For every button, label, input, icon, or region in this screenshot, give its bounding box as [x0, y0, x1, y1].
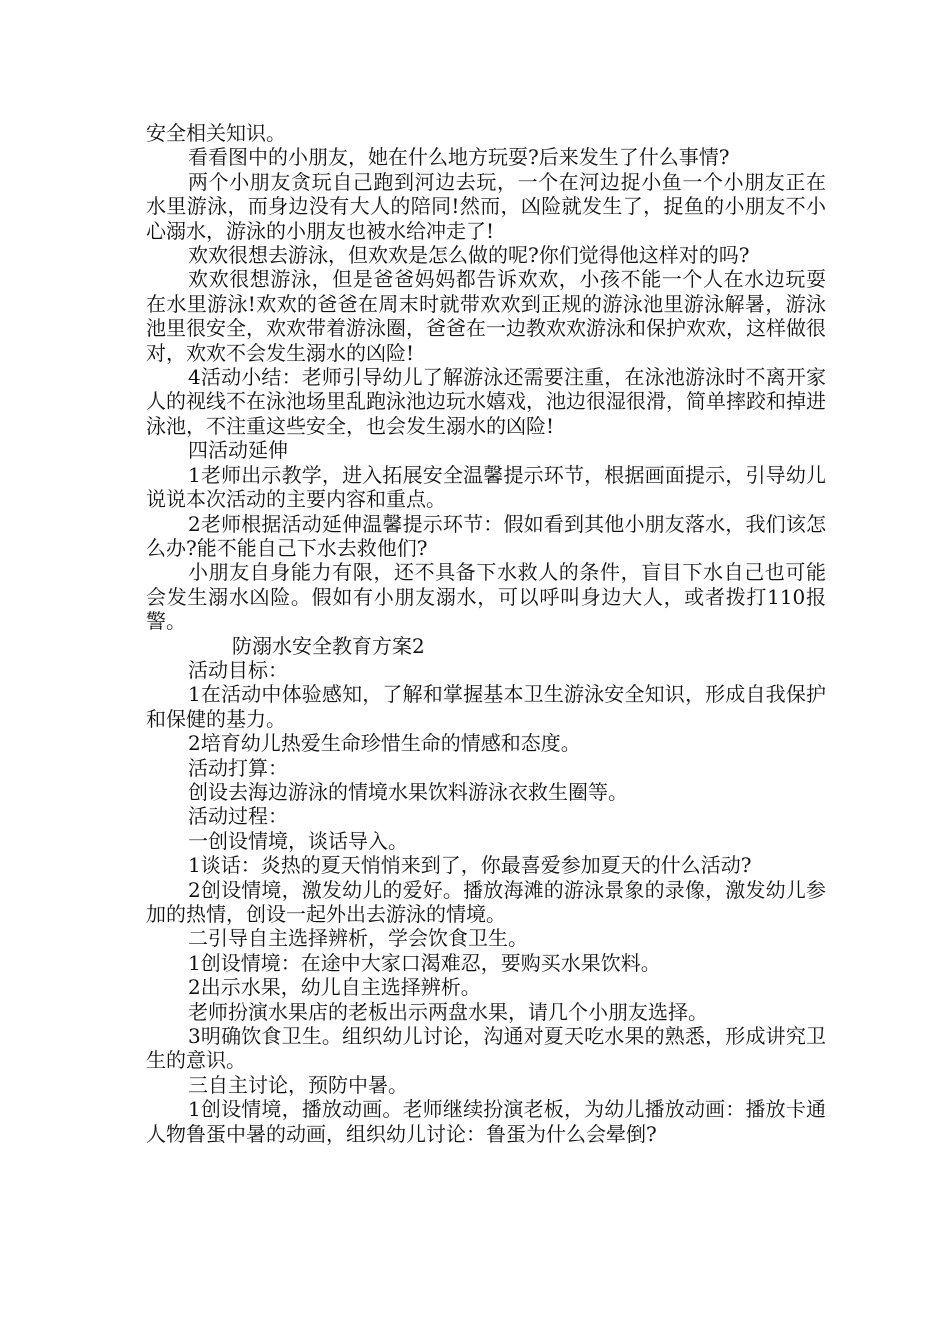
document-body: [146, 121, 826, 1146]
paragraph: 2老师根据活动延伸温馨提示环节：假如看到其他小朋友落水，我们该怎么办?能不能自己下水去救他们?: [146, 511, 826, 560]
paragraph: 1创设情境，播放动画。老师继续扮演老板，为幼儿播放动画：播放卡通人物鲁蛋中暑的动画，组织幼儿讨论：鲁蛋为什么会晕倒?: [146, 1097, 826, 1146]
paragraph: 看看图中的小朋友，她在什么地方玩耍?后来发生了什么事情?: [188, 145, 730, 170]
paragraph: 2创设情境，激发幼儿的爱好。播放海滩的游泳景象的录像，激发幼儿参加的热情，创设一起外出去游泳的情境。: [146, 877, 826, 926]
paragraph: 两个小朋友贪玩自己跑到河边去玩，一个在河边捉小鱼一个小朋友正在水里游泳，而身边没有大人的陪同!然而，凶险就发生了，捉鱼的小朋友不小心溺水，游泳的小朋友也被水给冲走了!: [146, 169, 826, 243]
paragraph: 4活动小结：老师引导幼儿了解游泳还需要注重，在泳池游泳时不离开家人的视线不在泳池场里乱跑泳池边玩水嬉戏，池边很湿很滑，简单摔跤和掉进泳池，不注重这些安全，也会发生溺水的凶险!: [146, 365, 826, 438]
paragraph: 老师扮演水果店的老板出示两盘水果，请几个小朋友选择。: [188, 999, 708, 1024]
section-heading: 活动过程：: [188, 804, 288, 829]
paragraph: 1老师出示教学，进入拓展安全温馨提示环节，根据画面提示，引导幼儿说说本次活动的主要内容和重点。: [146, 462, 826, 512]
document-title: 防溺水安全教育方案2: [232, 633, 425, 658]
section-heading: 三自主讨论，预防中暑。: [188, 1072, 408, 1097]
section-heading: 活动打算：: [188, 755, 288, 780]
section-heading: 四活动延伸: [188, 438, 288, 463]
section-heading: 二引导自主选择辨析，学会饮食卫生。: [188, 926, 528, 951]
paragraph: 3明确饮食卫生。组织幼儿讨论，沟通对夏天吃水果的熟悉，形成讲究卫生的意识。: [146, 1024, 826, 1073]
paragraph: 创设去海边游泳的情境水果饮料游泳衣救生圈等。: [188, 779, 628, 804]
paragraph: 欢欢很想去游泳，但欢欢是怎么做的呢?你们觉得他这样对的吗?: [188, 243, 750, 268]
paragraph: 1谈话：炎热的夏天悄悄来到了，你最喜爱参加夏天的什么活动?: [188, 853, 752, 878]
paragraph: 小朋友自身能力有限，还不具备下水救人的条件，盲目下水自己也可能会发生溺水凶险。假如有小朋友溺水，可以呼叫身边大人，或者拨打110报警。: [146, 560, 826, 634]
paragraph: 2出示水果，幼儿自主选择辨析。: [188, 975, 481, 1000]
paragraph: 欢欢很想游泳，但是爸爸妈妈都告诉欢欢，小孩不能一个人在水边玩耍在水里游泳!欢欢的爸爸在周末时就带欢欢到正规的游泳池里游泳解暑，游泳池里很安全，欢欢带着游泳圈，爸爸在一边教欢欢游泳和保护欢欢，这样做很对，欢欢不会发生溺水的凶险!: [146, 267, 826, 365]
section-heading: 活动目标：: [188, 657, 288, 682]
paragraph: 1在活动中体验感知，了解和掌握基本卫生游泳安全知识，形成自我保护和保健的基力。: [146, 682, 826, 731]
paragraph: 安全相关知识。: [146, 121, 286, 145]
paragraph: 1创设情境：在途中大家口渴难忍，要购买水果饮料。: [188, 950, 661, 975]
section-heading: 一创设情境，谈话导入。: [188, 828, 408, 853]
paragraph: 2培育幼儿热爱生命珍惜生命的情感和态度。: [188, 731, 581, 756]
